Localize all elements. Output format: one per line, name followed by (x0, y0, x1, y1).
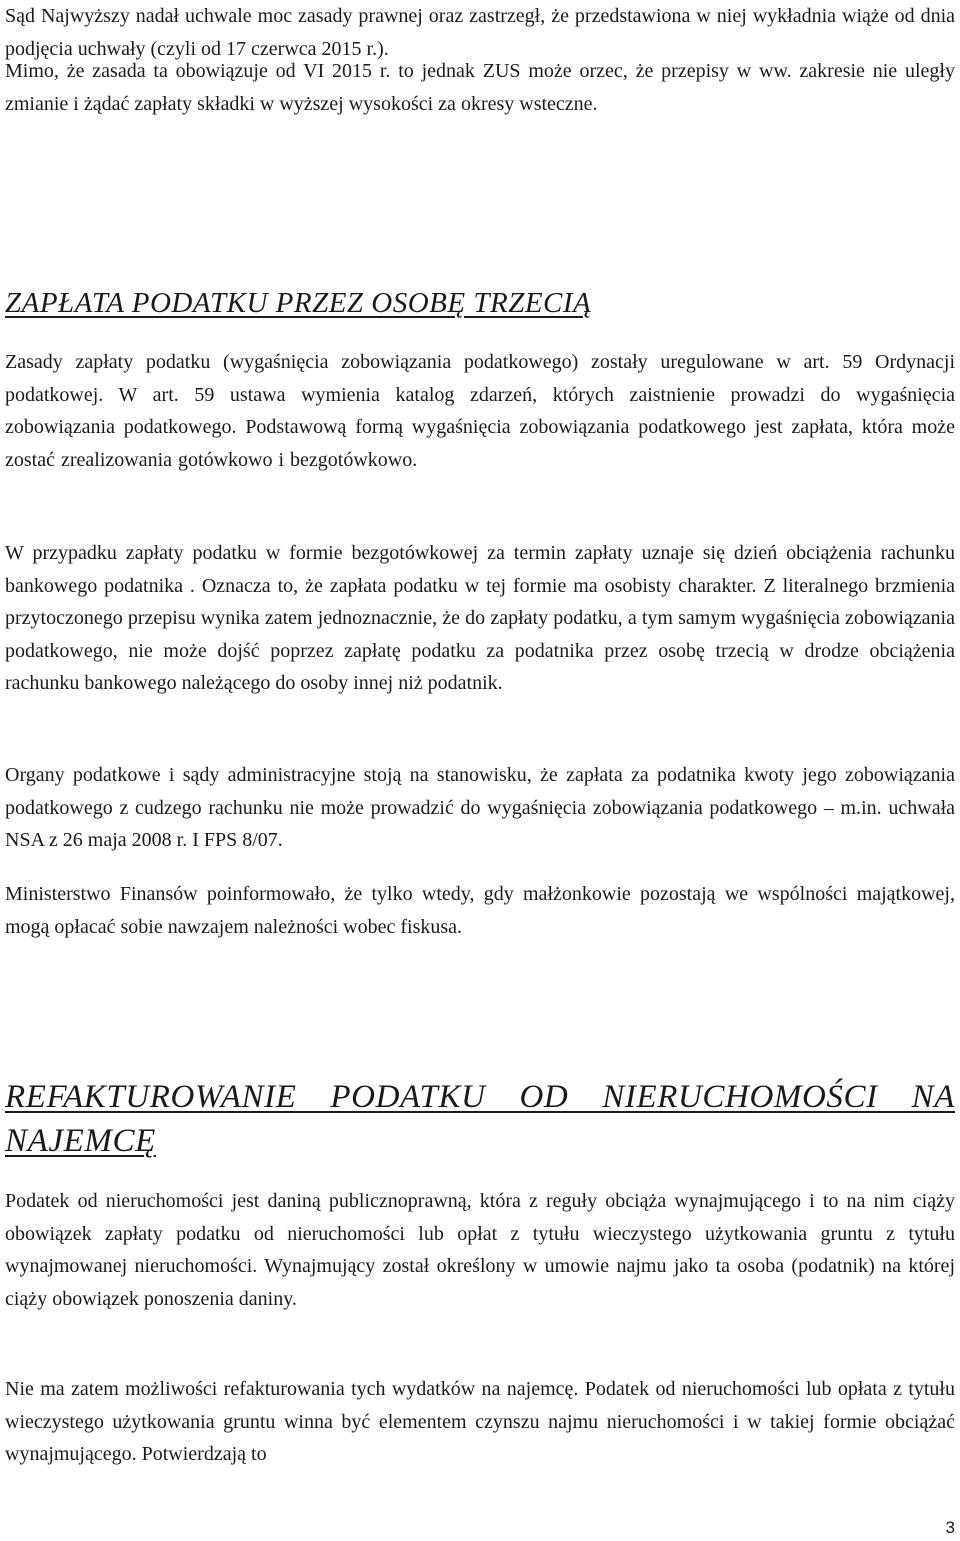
document-page (5, 0, 955, 1541)
paragraph-zaplata-bezgotowkowa: W przypadku zapłaty podatku w formie bezgotówkowej za termin zapłaty uznaje się dzień obciążenia rachunku bankowego podatnika . Oznacza to, że zapłata podatku w tej formie ma osobisty charakter. Z literalnego brzmienia przytoczonego przepisu wynika zatem jednoznacznie, że do zapłaty podatku, a tym samym wygaśnięcia zobowiązania podatkowego, nie może dojść poprzez zapłatę podatku za podatnika przez osobę trzecią w drodze obciążenia rachunku bankowego należącego do osoby innej niż podatnik. (5, 542, 955, 694)
paragraph-zasady-zaplaty: Zasady zapłaty podatku (wygaśnięcia zobowiązania podatkowego) zostały uregulowane w art. 59 Ordynacji podatkowej. W art. 59 ustawa wymienia katalog zdarzeń, których zaistnienie prowadzi do wygaśnięcia zobowiązania podatkowego. Podstawową formą wygaśnięcia zobowiązania podatkowego jest zapłata, która może zostać zrealizowania gotówkowo i bezgotówkowo. (5, 351, 955, 471)
page-number: 3 (945, 1518, 955, 1537)
paragraph-ministerstwo-finansow: Ministerstwo Finansów poinformowało, że tylko wtedy, gdy małżonkowie pozostają we wspólności majątkowej, mogą opłacać sobie nawzajem należności wobec fiskusa. (5, 883, 955, 938)
intro-paragraph-2: Mimo, że zasada ta obowiązuje od VI 2015 r. to jednak ZUS może orzec, że przepisy w ww. zakresie nie uległy zmianie i żądać zapłaty składki w wyższej wysokości za okresy wsteczne. (5, 60, 955, 115)
paragraph-brak-refakturowania: Nie ma zatem możliwości refakturowania tych wydatków na najemcę. Podatek od nieruchomości lub opłata z tytułu wieczystego użytkowania gruntu winna być elementem czynszu najmu nieruchomości i w takiej formie obciążać wynajmującego. Potwierdzają to (5, 1378, 955, 1465)
section-heading-refakturowanie: REFAKTUROWANIE PODATKU OD NIERUCHOMOŚCI NA NAJEMCĘ (5, 1079, 955, 1159)
section-heading-zaplata-podatku: ZAPŁATA PODATKU PRZEZ OSOBĘ TRZECIĄ (5, 287, 592, 319)
intro-paragraph-1: Sąd Najwyższy nadał uchwale moc zasady prawnej oraz zastrzegł, że przedstawiona w niej wykładnia wiąże od dnia podjęcia uchwały (czyli od 17 czerwca 2015 r.). (5, 5, 955, 60)
paragraph-podatek-od-nieruchomosci: Podatek od nieruchomości jest daniną publicznoprawną, która z reguły obciąża wynajmującego i to na nim ciąży obowiązek zapłaty podatku od nieruchomości lub opłat z tytułu wieczystego użytkowania gruntu z tytułu wynajmowanej nieruchomości. Wynajmujący został określony w umowie najmu jako ta osoba (podatnik) na której ciąży obowiązek ponoszenia daniny. (5, 1190, 955, 1310)
paragraph-organy-podatkowe: Organy podatkowe i sądy administracyjne stoją na stanowisku, że zapłata za podatnika kwoty jego zobowiązania podatkowego z cudzego rachunku nie może prowadzić do wygaśnięcia zobowiązania podatkowego – m.in. uchwała NSA z 26 maja 2008 r. I FPS 8/07. (5, 764, 955, 851)
